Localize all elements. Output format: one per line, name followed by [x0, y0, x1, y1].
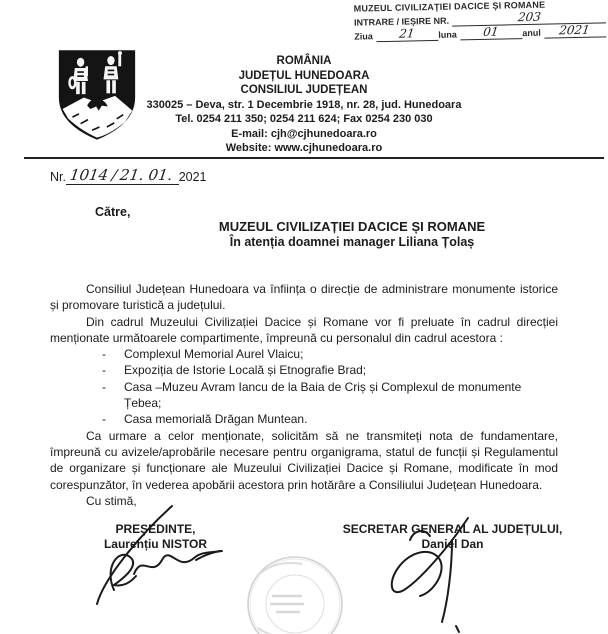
entry-number-label: INTRARE / IEȘIRE NR. [353, 15, 450, 28]
month-field [460, 26, 523, 40]
list-item: - Expoziția de Istorie Locală și Etnografie Brad; [102, 362, 558, 378]
closing-formula: Cu stimă, [86, 493, 137, 508]
list-item: - Complexul Memorial Aurel Vlaicu; [102, 346, 558, 362]
day-value: 21 [398, 26, 416, 41]
reference-separator: / [110, 166, 118, 184]
letterhead-website: Website: www.cjhunedoara.ro [225, 142, 383, 154]
paragraph-1: Consiliul Județean Hunedoara va înființa o direcție de administrare monumente istorice și promovare turistică a județului. [50, 282, 558, 313]
letterhead-phone: Tel. 0254 211 350; 0254 211 624; Fax 0254 230 030 [175, 113, 433, 125]
letter-body [50, 281, 558, 509]
registration-stamp-title: MUZEUL CIVILIZAȚIEI DACICE ȘI ROMANE [353, 0, 546, 14]
salutation: Către, [95, 205, 131, 219]
reference-label: Nr. [50, 170, 66, 184]
header-divider [24, 157, 604, 159]
president-signature [97, 506, 222, 604]
addressee-block [96, 219, 608, 250]
letterhead-email: E-mail: cjh@cjhunedoara.ro [231, 127, 377, 140]
year-value: 2021 [558, 22, 592, 38]
year-label: anul [522, 27, 541, 39]
letterhead-address: 330025 – Deva, str. 1 Decembrie 1918, nr. 28, jud. Hunedoara [146, 98, 462, 111]
addressee-name: MUZEUL CIVILIZAȚIEI DACICE ȘI ROMANE [218, 219, 486, 234]
registration-stamp [354, 0, 607, 43]
secretary-title: SECRETAR GENERAL AL JUDEȚULUI, [342, 522, 563, 536]
reference-fill [66, 166, 179, 185]
reference-year: 2021 [178, 170, 207, 184]
addressee-attention: În atenția doamnei manager Liliana Țolaș [229, 234, 475, 249]
president-title: PREȘEDINTE, [115, 522, 196, 536]
letterhead [0, 54, 608, 156]
year-field [544, 24, 607, 38]
signature-block-secretary [330, 522, 575, 552]
list-item: - Casa –Muzeu Avram Iancu de la Baia de Criș și Complexul de monumente Țebea; [102, 379, 558, 412]
letterhead-country: ROMÂNIA [276, 55, 332, 67]
letterhead-county: JUDEȚUL HUNEDOARA [238, 69, 370, 82]
month-value: 01 [482, 24, 500, 39]
month-label: luna [438, 29, 457, 40]
day-field [376, 28, 439, 42]
day-label: Ziua [354, 31, 373, 42]
paragraph-3: Ca urmare a celor menționate, solicităm să ne transmiteți nota de fundamentare, împreună cu avizele/aprobările necesare pentru organigrama, statul de funcții și Regulamentul de organizare și funcționare ale Muzeului Civilizației Dacice și Romane, modificate în mod corespunzător, în vederea apobării acestora prin hotărâre a Consiliului Județean Hunedoara. [50, 428, 558, 492]
departments-list [50, 346, 558, 427]
reference-number-line [50, 166, 207, 185]
paragraph-2: Din cadrul Muzeului Civilizației Dacice și Romane vor fi preluate în cadrul direcției menționate următoarele compartimente, împreună cu personalul din cadrul acestora : [50, 314, 558, 345]
reference-number: 1014 [68, 166, 110, 184]
reference-date: 21. 01. [118, 166, 174, 184]
secretary-name: Daniel Dan [421, 537, 484, 551]
president-name: Laurențiu NISTOR [103, 537, 208, 551]
entry-number-value: 203 [516, 9, 542, 25]
signature-block-president [68, 522, 243, 552]
list-item: - Casa memorială Drăgan Muntean. [102, 411, 558, 427]
round-stamp [248, 557, 342, 634]
letterhead-institution: CONSILIUL JUDEȚEAN [240, 84, 368, 96]
